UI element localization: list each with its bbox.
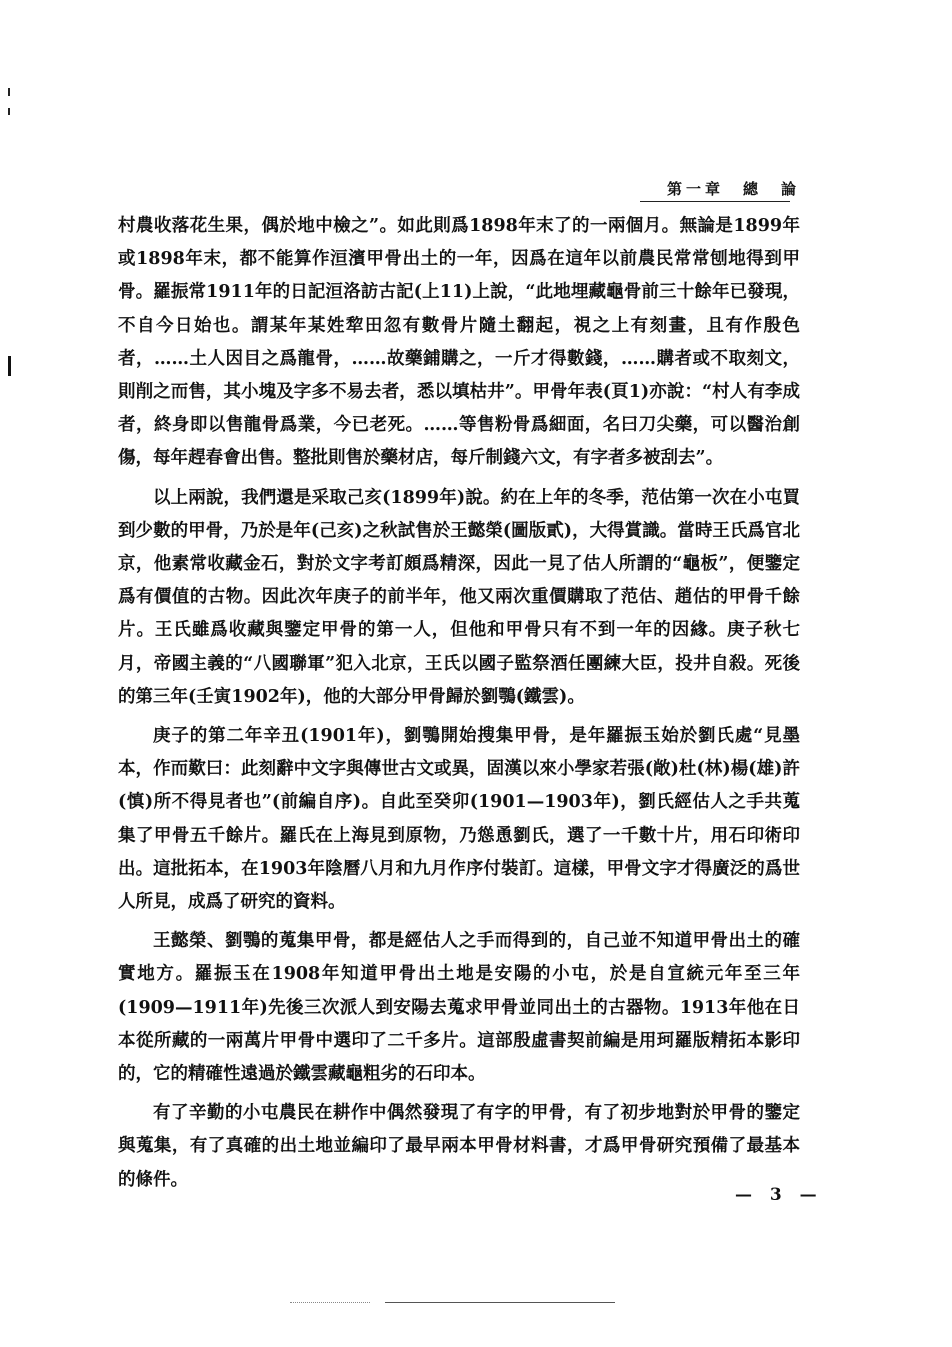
bottom-divider (290, 1302, 370, 1303)
scan-mark (8, 88, 10, 96)
running-head-rule (640, 201, 790, 202)
paragraph-2: 以上兩說，我們還是采取己亥(1899年)說。約在上年的冬季，范估第一次在小屯買到少數的甲骨，乃於是年(己亥)之秋試售於王懿榮(圖版貳)，大得賞識。當時王氏爲官北京，他素常收藏金石，對於文字考訂頗爲精深，因此一見了估人所謂的“龜板”，便鑒定爲有價值的古物。因此次年庚子的前半年，他又兩次重價購取了范估、趙估的甲骨千餘片。王氏雖爲收藏與鑒定甲骨的第一人，但他和甲骨只有不到一年的因緣。庚子秋七月，帝國主義的“八國聯軍”犯入北京，王氏以國子監祭酒任團練大臣，投井自殺。死後的第三年(壬寅1902年)，他的大部分甲骨歸於劉鶚(鐵雲)。 (118, 487, 800, 707)
paragraph-3: 庚子的第二年辛丑(1901年)，劉鶚開始搜集甲骨，是年羅振玉始於劉氏處“見墨本，作而歎曰：此刻辭中文字與傳世古文或異，固漢以來小學家若張(敞)杜(林)楊(雄)許(慎)所不得見者也”(前編自序)。自此至癸卯(1901—1903年)，劉氏經估人之手共蒐集了甲骨五千餘片。羅氏在上海見到原物，乃慫恿劉氏，選了一千數十片，用石印術印出。這批拓本，在1903年陰曆八月和九月作序付裝訂。這樣，甲骨文字才得廣泛的爲世人所見，成爲了研究的資料。 (118, 726, 800, 913)
page-number: — 3 — (735, 1185, 823, 1205)
body-text (118, 210, 800, 1197)
paragraph-1: 村農收落花生果，偶於地中檢之”。如此則爲1898年末了的一兩個月。無論是1899年或1898年末，都不能算作洹濱甲骨出土的一年，因爲在這年以前農民常常刨地得到甲骨。羅振常1911年的日記洹洛訪古記(上11)上說，“此地埋藏龜骨前三十餘年已發現，不自今日始也。謂某年某姓犂田忽有數骨片隨土翻起，視之上有刻畫，且有作殷色者，……土人因目之爲龍骨，……故藥鋪購之，一斤才得數錢，……購者或不取刻文，則削之而售，其小塊及字多不易去者，悉以填枯井”。甲骨年表(頁1)亦說：“村人有李成者，終身即以售龍骨爲業，今已老死。……等售粉骨爲細面，名曰刀尖藥，可以醫治創傷，每年趕春會出售。整批則售於藥材店，每斤制錢六文，有字者多被刮去”。 (118, 216, 800, 469)
scan-mark (8, 356, 11, 376)
paragraph-4: 王懿榮、劉鶚的蒐集甲骨，都是經估人之手而得到的，自己並不知道甲骨出土的確實地方。羅振玉在1908年知道甲骨出土地是安陽的小屯，於是自宣統元年至三年(1909—1911年)先後三次派人到安陽去蒐求甲骨並同出土的古器物。1913年他在日本從所藏的一兩萬片甲骨中選印了二千多片。這部殷虛書契前編是用珂羅版精拓本影印的，它的精確性遠過於鐵雲藏龜粗劣的石印本。 (118, 931, 800, 1085)
running-head: 第一章 總 論 (666, 180, 800, 198)
scan-mark (8, 108, 10, 115)
bottom-divider (385, 1302, 615, 1303)
paragraph-5: 有了辛勤的小屯農民在耕作中偶然發現了有字的甲骨，有了初步地對於甲骨的鑒定與蒐集，有了真確的出土地並編印了最早兩本甲骨材料書，才爲甲骨研究預備了最基本的條件。 (118, 1103, 800, 1190)
